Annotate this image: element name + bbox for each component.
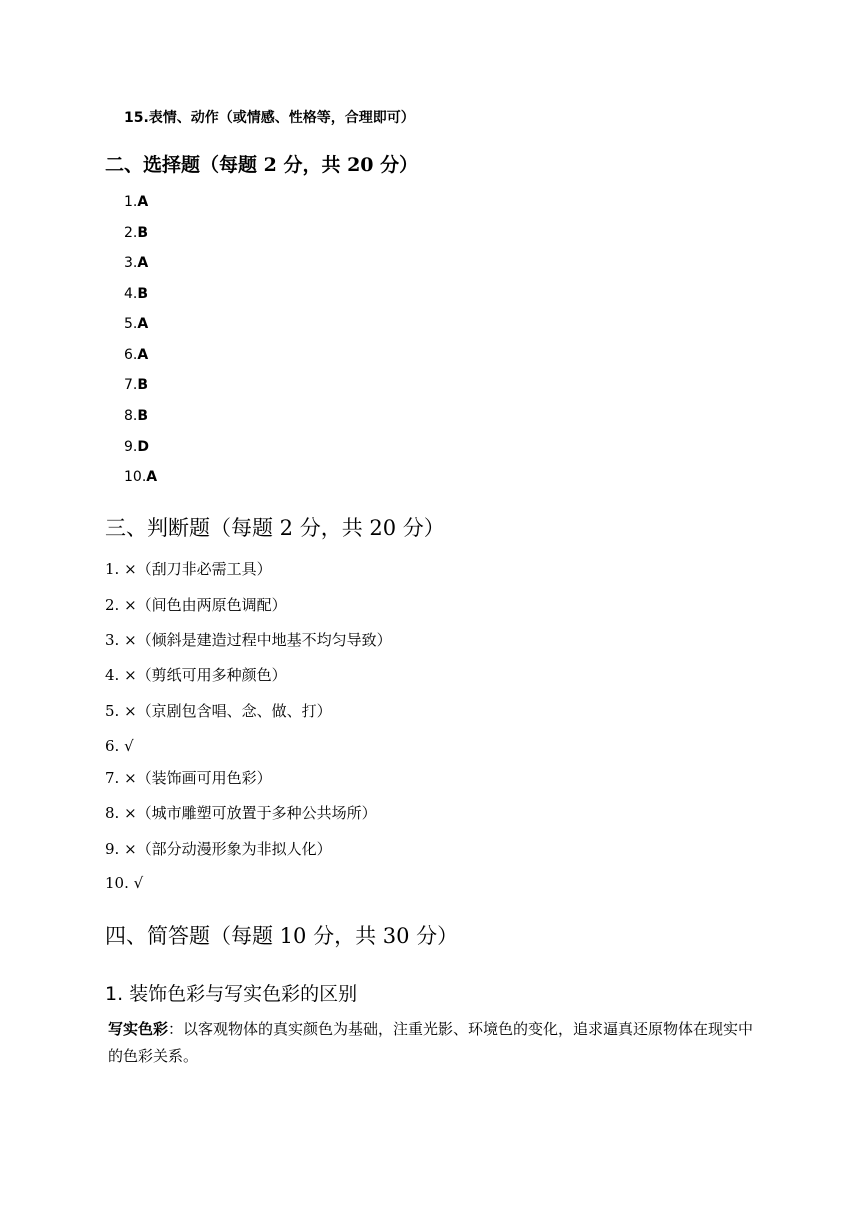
- judgement-answer: 2. ×（间色由两原色调配）: [105, 596, 287, 614]
- answer-number: 1.: [124, 194, 138, 210]
- answer-number: 10.: [124, 469, 147, 485]
- answer-number: 5.: [124, 316, 138, 332]
- answer-number: 4.: [124, 286, 138, 302]
- answer-number: 6.: [124, 347, 138, 363]
- answer-letter: B: [137, 225, 149, 241]
- answer-letter: B: [137, 377, 149, 393]
- choice-answer: [124, 438, 149, 456]
- question-1-title: 1. 装饰色彩与写实色彩的区别: [105, 983, 358, 1005]
- answer-letter: A: [137, 347, 149, 363]
- fill-answer-15-text: 15.表情、动作（或情感、性格等，合理即可）: [124, 110, 415, 126]
- choice-answer: [124, 315, 148, 333]
- answer-number: 3.: [124, 255, 138, 271]
- answer-number: 7.: [124, 377, 138, 393]
- section-4-title: 四、简答题（每题 10 分，共 30 分）: [105, 924, 459, 948]
- answer-label: 写实色彩: [108, 1020, 169, 1038]
- judgement-answer: 9. ×（部分动漫形象为非拟人化）: [105, 840, 332, 858]
- judgement-answer: 5. ×（京剧包含唱、念、做、打）: [105, 702, 332, 720]
- section-2-title: 二、选择题（每题 2 分，共 20 分）: [105, 154, 419, 176]
- answer-number: 2.: [124, 225, 138, 241]
- judgement-answer: 6. √: [105, 737, 134, 755]
- choice-answer: [124, 346, 148, 364]
- answer-letter: A: [146, 469, 158, 485]
- question-1-answer: [108, 1016, 768, 1070]
- choice-answer: [124, 407, 148, 425]
- answer-number: 8.: [124, 408, 138, 424]
- choice-answer: [124, 193, 148, 211]
- answer-letter: B: [137, 408, 149, 424]
- answer-letter: A: [137, 316, 149, 332]
- answer-letter: A: [137, 194, 149, 210]
- section-3-title: 三、判断题（每题 2 分，共 20 分）: [105, 516, 445, 540]
- judgement-answer: 10. √: [105, 874, 144, 892]
- judgement-answer: 3. ×（倾斜是建造过程中地基不均匀导致）: [105, 631, 392, 649]
- choice-answer: [124, 254, 148, 272]
- judgement-answer: 8. ×（城市雕塑可放置于多种公共场所）: [105, 804, 377, 822]
- choice-answer: [124, 468, 157, 486]
- judgement-answer: 7. ×（装饰画可用色彩）: [105, 769, 272, 787]
- answer-number: 9.: [124, 439, 138, 455]
- answer-letter: B: [137, 286, 149, 302]
- answer-letter: A: [137, 255, 149, 271]
- choice-answer: [124, 285, 148, 303]
- judgement-answer: 1. ×（刮刀非必需工具）: [105, 560, 272, 578]
- answer-text: ：以客观物体的真实颜色为基础，注重光影、环境色的变化，追求逼真还原物体在现实中的色彩关系。: [108, 1020, 754, 1065]
- choice-answer: [124, 224, 148, 242]
- answer-letter: D: [137, 439, 149, 455]
- judgement-answer: 4. ×（剪纸可用多种颜色）: [105, 666, 287, 684]
- fill-answer-15: [124, 109, 415, 127]
- choice-answer: [124, 376, 148, 394]
